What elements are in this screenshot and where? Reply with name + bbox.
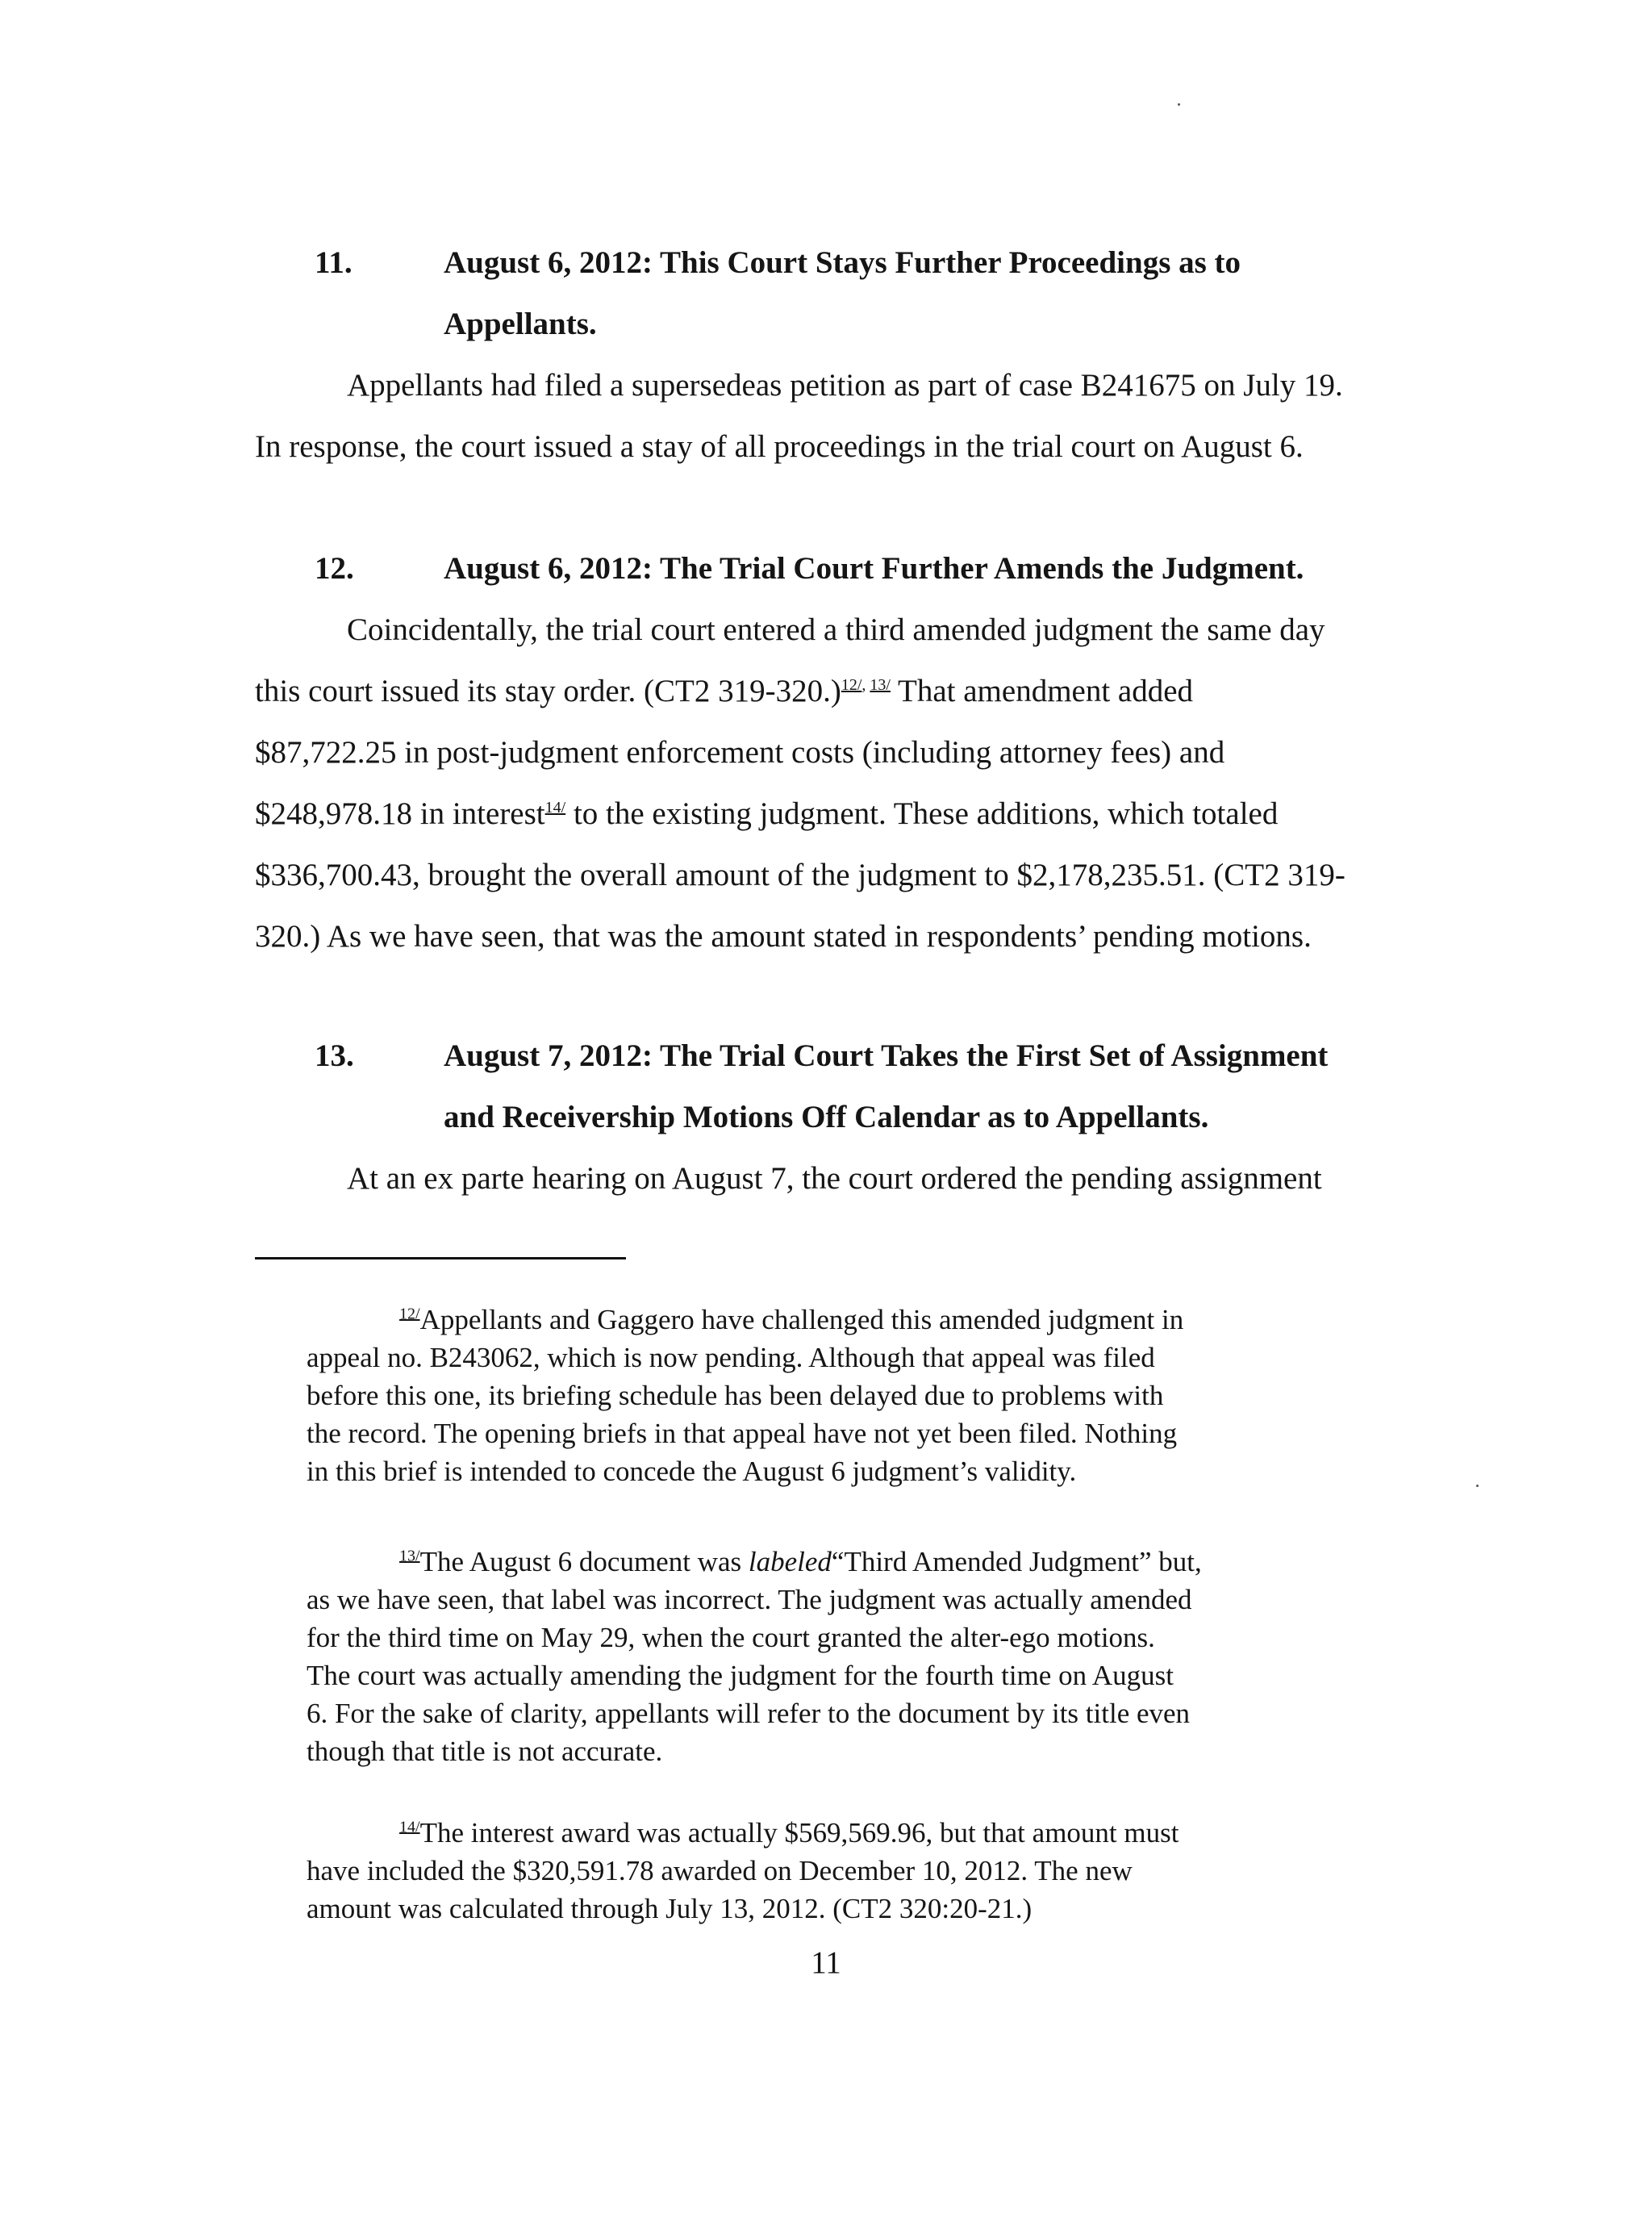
footnote-line: as we have seen, that label was incorrect. The judgment was actually amended	[307, 1584, 1192, 1615]
paragraph-line: Appellants had filed a supersedeas petition as part of case B241675 on July 19.	[347, 368, 1343, 403]
footnote-ref-13[interactable]: 13/	[870, 676, 891, 694]
heading-line: August 6, 2012: This Court Stays Further Proceedings as to	[444, 245, 1241, 280]
section-number: 13.	[315, 1038, 354, 1073]
scan-speck	[1476, 1485, 1479, 1487]
heading-line: and Receivership Motions Off Calendar as to Appellants.	[444, 1100, 1209, 1134]
footnote-italic-text: labeled	[748, 1546, 832, 1577]
footnote-marker: 12/	[399, 1305, 420, 1323]
footnote-ref-12[interactable]: 12/	[841, 676, 862, 694]
footnote-line	[307, 1301, 1387, 1339]
section-number: 11.	[315, 245, 353, 280]
section-11-paragraph	[255, 355, 1416, 478]
footnote-text: The August 6 document was	[419, 1546, 749, 1577]
footnote-14	[307, 1814, 1387, 1928]
heading-line: Appellants.	[444, 307, 597, 341]
paragraph-text: this court issued its stay order. (CT2 319-320.)	[255, 674, 841, 708]
section-12-paragraph	[255, 599, 1416, 967]
footnote-text: “Third Amended Judgment” but,	[831, 1546, 1202, 1577]
footnote-ref-14[interactable]: 14/	[544, 799, 566, 817]
heading-line: August 6, 2012: The Trial Court Further Amends the Judgment.	[444, 551, 1304, 586]
section-13-heading	[315, 1026, 1428, 1148]
footnote-text: The interest award was actually $569,569.96, but that amount must	[419, 1817, 1179, 1848]
footnote-line	[307, 1814, 1387, 1852]
paragraph-line: $87,722.25 in post-judgment enforcement costs (including attorney fees) and	[255, 735, 1225, 770]
footnote-line: in this brief is intended to concede the August 6 judgment’s validity.	[307, 1456, 1077, 1487]
paragraph-line: this court issued its stay order. (CT2 319-320.)$^{12/,}$ $^{13/}$ That amendment added	[255, 674, 1194, 708]
section-number: 12.	[315, 551, 354, 586]
paragraph-text: $248,978.18 in interest	[255, 796, 545, 831]
footnote-divider	[255, 1257, 626, 1259]
section-13-paragraph	[255, 1148, 1416, 1209]
footnote-text: Appellants and Gaggero have challenged this amended judgment in	[419, 1304, 1184, 1335]
scan-speck	[1178, 103, 1180, 106]
footnote-line: for the third time on May 29, when the court granted the alter-ego motions.	[307, 1622, 1155, 1653]
footnote-12	[307, 1301, 1387, 1490]
footnote-line	[307, 1543, 1387, 1581]
section-12-heading	[315, 538, 1428, 599]
section-11-heading	[315, 232, 1428, 355]
footnote-marker: 13/	[399, 1547, 420, 1565]
paragraph-line: Coincidentally, the trial court entered a third amended judgment the same day	[347, 612, 1325, 647]
page-number: 11	[811, 1945, 841, 1980]
footnote-line: The court was actually amending the judgment for the fourth time on August	[307, 1660, 1174, 1691]
footnote-13	[307, 1543, 1387, 1770]
paragraph-line	[255, 783, 1416, 845]
paragraph-text: That amendment added	[890, 674, 1194, 708]
paragraph-line: In response, the court issued a stay of all proceedings in the trial court on August 6.	[255, 429, 1304, 464]
heading-line: August 7, 2012: The Trial Court Takes the First Set of Assignment	[444, 1038, 1329, 1073]
footnote-line: the record. The opening briefs in that appeal have not yet been filed. Nothing	[307, 1418, 1178, 1449]
footnote-line: though that title is not accurate.	[307, 1736, 663, 1767]
paragraph-line: At an ex parte hearing on August 7, the court ordered the pending assignment	[347, 1161, 1322, 1196]
paragraph-text: to the existing judgment. These additions, which totaled	[565, 796, 1279, 831]
footnote-line: have included the $320,591.78 awarded on December 10, 2012. The new	[307, 1855, 1133, 1886]
footnote-line: before this one, its briefing schedule has been delayed due to problems with	[307, 1380, 1164, 1411]
footnote-line: 6. For the sake of clarity, appellants will refer to the document by its title even	[307, 1698, 1191, 1729]
footnote-marker: 14/	[399, 1818, 420, 1836]
footnote-line: amount was calculated through July 13, 2012. (CT2 320:20-21.)	[307, 1893, 1032, 1924]
paragraph-line: 320.) As we have seen, that was the amount stated in respondents’ pending motions.	[255, 919, 1312, 954]
paragraph-line: $336,700.43, brought the overall amount of the judgment to $2,178,235.51. (CT2 319-	[255, 858, 1345, 892]
footnote-line: appeal no. B243062, which is now pending. Although that appeal was filed	[307, 1342, 1155, 1373]
